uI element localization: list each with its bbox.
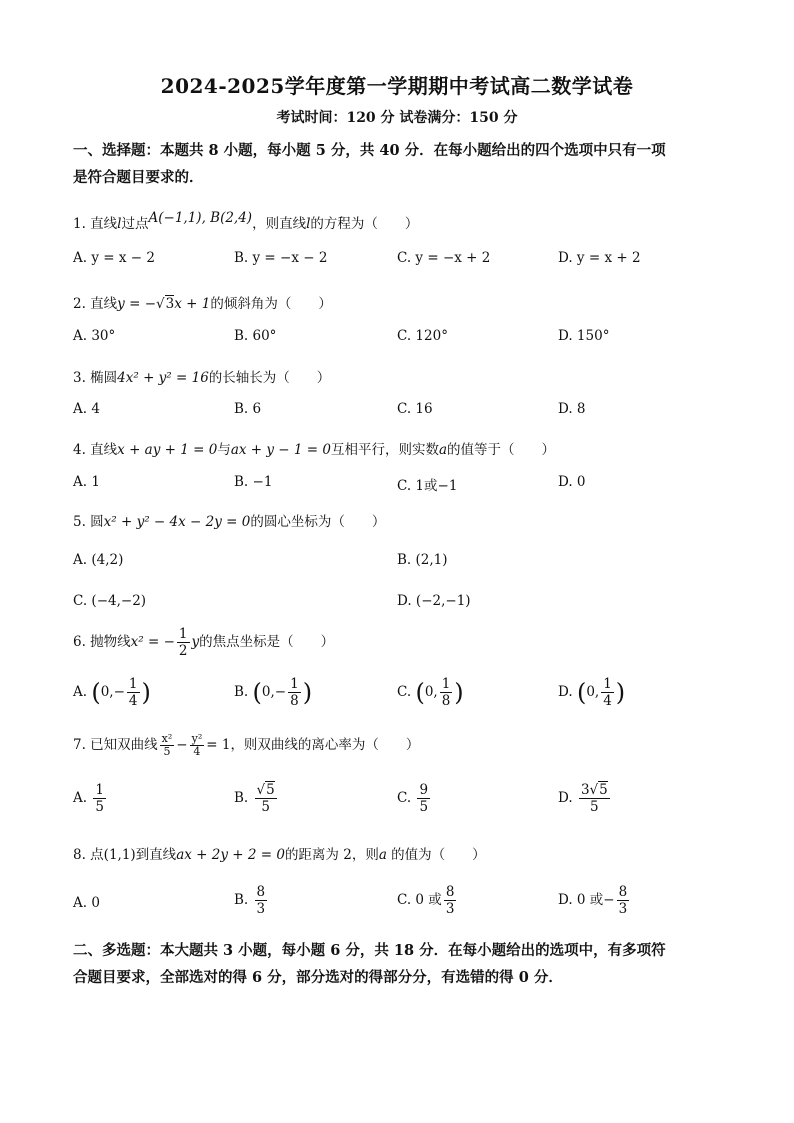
q4-option-a[interactable]: A. 1 xyxy=(73,474,100,490)
q3-suffix: 的长轴长为（ ） xyxy=(208,370,331,386)
q2-expr-left: y = − xyxy=(117,296,157,312)
question-1-stem xyxy=(73,212,418,232)
q1-option-b[interactable]: B. y = −x − 2 xyxy=(234,250,328,266)
q8-d-num: 8 xyxy=(618,884,628,900)
q6-a-num: 1 xyxy=(128,676,138,692)
q2-option-a[interactable]: A. 30° xyxy=(73,328,116,344)
q7-d-coef: 3 xyxy=(580,782,590,798)
q2-suffix: 的倾斜角为（ ） xyxy=(210,296,332,312)
q1-option-a[interactable]: A. y = x − 2 xyxy=(73,250,155,266)
q6-a-den: 4 xyxy=(128,693,138,709)
q2-option-c[interactable]: C. 120° xyxy=(397,328,448,344)
q7-minus: − xyxy=(176,737,188,753)
q7-f2-num: y² xyxy=(191,732,203,745)
section-two-line-2: 合题目要求，全部选对的得 6 分，部分选对的得部分分，有选错的得 0 分． xyxy=(73,969,563,986)
q1-mid: 过点 xyxy=(121,216,149,232)
q3-option-a[interactable]: A. 4 xyxy=(73,401,100,417)
q2-expr-right: x + 1 xyxy=(174,296,211,312)
q8-b-label: B. xyxy=(234,892,249,908)
q1-mid2: ，则直线 xyxy=(252,216,307,232)
q8-mid: 到直线 xyxy=(135,847,177,863)
q7-c-num: 9 xyxy=(419,782,429,798)
q2-prefix: 2. 直线 xyxy=(73,296,118,312)
q6-expr-right: y xyxy=(191,634,200,650)
q8-c-num: 8 xyxy=(445,884,455,900)
q7-a-num: 1 xyxy=(95,782,104,798)
q1-var-l: l xyxy=(117,216,122,232)
section-one-heading xyxy=(73,137,723,191)
q4-var-a: a xyxy=(438,442,448,458)
question-3-stem xyxy=(73,366,330,386)
q8-b-num: 8 xyxy=(256,884,266,900)
q8-suffix: 的值为（ ） xyxy=(386,847,486,863)
q4-expr-1: x + ay + 1 = 0 xyxy=(117,442,218,458)
q5-option-a[interactable]: A. (4,2) xyxy=(73,552,124,568)
q1-points: A(−1,1), B(2,4) xyxy=(148,210,253,226)
q1-option-c[interactable]: C. y = −x + 2 xyxy=(397,250,491,266)
q7-b-den: 5 xyxy=(261,799,270,815)
q1-option-d[interactable]: D. y = x + 2 xyxy=(558,250,641,266)
q7-c-den: 5 xyxy=(419,799,429,815)
section-one-line-2: 是符合题目要求的． xyxy=(73,169,204,186)
q7-option-a[interactable] xyxy=(73,782,108,815)
q6-a-label: A. xyxy=(73,684,88,700)
q8-mid2: 的距离为 2，则 xyxy=(284,847,379,863)
q8-d-label: D. 0 或− xyxy=(558,892,615,908)
q8-c-den: 3 xyxy=(445,901,455,917)
q1-var-l-2: l xyxy=(306,216,311,232)
q5-expr: x² + y² − 4x − 2y = 0 xyxy=(103,514,251,530)
q6-c-label: C. xyxy=(397,684,412,700)
q7-d-label: D. xyxy=(558,790,573,806)
q7-a-label: A. xyxy=(73,790,88,806)
q8-c-label: C. 0 或 xyxy=(397,892,442,908)
q5-suffix: 的圆心坐标为（ ） xyxy=(250,514,386,530)
q8-option-c[interactable] xyxy=(397,884,458,917)
q7-d-den: 5 xyxy=(590,799,599,815)
q4-mid2: 互相平行，则实数 xyxy=(330,442,439,458)
q7-f1-den: 5 xyxy=(163,745,171,758)
exam-info: 考试时间：120 分 试卷满分：150 分 xyxy=(276,110,518,126)
q7-f1-num: x² xyxy=(161,732,173,745)
q2-option-b[interactable]: B. 60° xyxy=(234,328,277,344)
q7-option-b[interactable]: B. $\frac{√5}{5}$ xyxy=(234,782,275,815)
q8-point: (1,1) xyxy=(103,847,136,863)
q7-b-label: B. xyxy=(234,790,249,806)
q7-b-sqrt: 5 xyxy=(266,782,275,798)
q6-c-prefix: 0, xyxy=(424,684,438,700)
q6-frac-num: 1 xyxy=(178,626,188,642)
q6-option-d[interactable]: D. (0, $\frac{1}{4}$ ) xyxy=(558,676,626,709)
q6-b-label: B. xyxy=(234,684,249,700)
question-7-stem xyxy=(73,733,419,758)
q3-option-d[interactable]: D. 8 xyxy=(558,401,586,417)
q6-c-num: 1 xyxy=(441,676,451,692)
q8-option-d[interactable] xyxy=(558,884,631,917)
q6-c-den: 8 xyxy=(441,693,451,709)
q4-option-b[interactable]: B. −1 xyxy=(234,474,273,490)
q1-suffix: 的方程为（ ） xyxy=(310,216,419,232)
q1-prefix: 1. 直线 xyxy=(73,216,118,232)
q8-option-b[interactable] xyxy=(234,884,269,917)
q8-expr: ax + 2y + 2 = 0 xyxy=(176,847,285,863)
q7-c-label: C. xyxy=(397,790,412,806)
q3-prefix: 3. 椭圆 xyxy=(73,370,118,386)
q3-option-b[interactable]: B. 6 xyxy=(234,401,262,417)
q8-d-den: 3 xyxy=(618,901,628,917)
q5-option-b[interactable]: B. (2,1) xyxy=(397,552,448,568)
q6-option-a[interactable]: A. (0,− $\frac{1}{4}$ ) xyxy=(73,676,151,709)
q7-a-den: 5 xyxy=(95,799,104,815)
q2-option-d[interactable]: D. 150° xyxy=(558,328,610,344)
q6-option-b[interactable]: B. (0,− $\frac{1}{8}$ ) xyxy=(234,676,313,709)
q6-expr-left: x² = − xyxy=(130,634,175,650)
q6-b-num: 1 xyxy=(290,676,299,692)
question-2-stem: 2. 直线y = −√3x + 1的倾斜角为（ ） xyxy=(73,296,332,312)
q7-f2-den: 4 xyxy=(193,745,201,758)
q7-d-sqrt: 5 xyxy=(599,782,608,798)
q3-option-c[interactable]: C. 16 xyxy=(397,401,433,417)
q6-d-prefix: 0, xyxy=(586,684,600,700)
q6-b-den: 8 xyxy=(290,693,299,709)
q4-suffix: 的值等于（ ） xyxy=(447,442,556,458)
q7-eq: = 1 xyxy=(206,737,231,753)
section-two-heading xyxy=(73,937,723,991)
q6-b-prefix: 0,− xyxy=(261,684,287,700)
q8-prefix: 8. 点 xyxy=(73,847,104,863)
q7-prefix: 7. 已知双曲线 xyxy=(73,737,158,753)
q6-suffix: 的焦点坐标是（ ） xyxy=(199,634,335,650)
question-6-stem xyxy=(73,626,334,659)
q6-d-num: 1 xyxy=(603,676,612,692)
question-5-stem xyxy=(73,510,385,530)
page-title: 2024-2025学年度第一学期期中考试高二数学试卷 xyxy=(160,74,634,98)
section-one-line-1: 一、选择题：本题共 8 小题，每小题 5 分，共 40 分．在每小题给出的四个选项中只有一项 xyxy=(73,142,666,159)
question-4-stem xyxy=(73,438,555,458)
q5-prefix: 5. 圆 xyxy=(73,514,104,530)
q6-frac-den: 2 xyxy=(178,643,188,659)
q6-a-prefix: 0,− xyxy=(100,684,125,700)
q7-suffix: ，则双曲线的离心率为（ ） xyxy=(230,737,420,753)
q2-sqrt: 3 xyxy=(165,296,175,312)
q6-prefix: 6. 抛物线 xyxy=(73,634,131,650)
q4-mid: 与 xyxy=(217,442,231,458)
q6-option-c[interactable]: C. (0, $\frac{1}{8}$ ) xyxy=(397,676,464,709)
q8-option-a[interactable]: A. 0 xyxy=(73,895,100,911)
q8-var-a: a xyxy=(378,847,387,863)
q4-option-d[interactable]: D. 0 xyxy=(558,474,586,490)
q3-expr: 4x² + y² = 16 xyxy=(117,370,209,386)
q5-option-c[interactable]: C. (−4,−2) xyxy=(73,593,147,609)
q6-d-label: D. xyxy=(558,684,573,700)
q7-option-d[interactable]: D. $\frac{3√5}{5}$ xyxy=(558,782,608,815)
q7-option-c[interactable] xyxy=(397,782,432,815)
q4-expr-2: ax + y − 1 = 0 xyxy=(230,442,331,458)
question-8-stem xyxy=(73,843,486,863)
q4-option-c[interactable]: C. 1或−1 xyxy=(397,478,458,494)
q5-option-d[interactable]: D. (−2,−1) xyxy=(397,593,471,609)
q6-d-den: 4 xyxy=(603,693,612,709)
q8-b-den: 3 xyxy=(256,901,266,917)
section-two-line-1: 二、多选题：本大题共 3 小题，每小题 6 分，共 18 分．在每小题给出的选项中，有多项符 xyxy=(73,942,666,959)
q4-prefix: 4. 直线 xyxy=(73,442,118,458)
